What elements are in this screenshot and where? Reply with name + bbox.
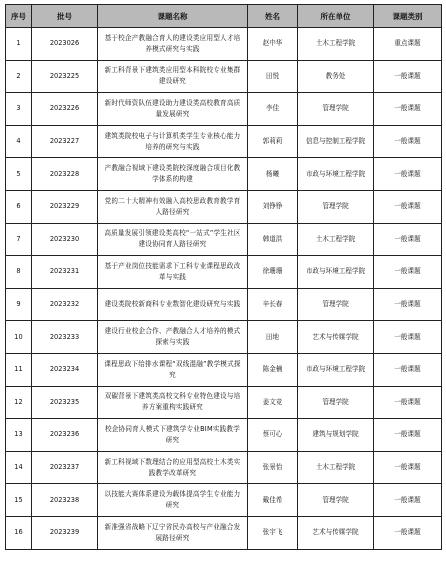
cell-unit: 信息与控制工程学院 [298,125,374,158]
cell-category: 一般课题 [374,516,442,549]
cell-title: 课程思政下给排水课程“双线混融”教学模式探究 [98,353,248,386]
cell-title: 以技能大赛体系建设为载体提高学生专业能力研究 [98,484,248,517]
cell-no: 7 [6,223,32,256]
cell-title: 建设行业校企合作、产教融合人才培养的模式探索与实践 [98,321,248,354]
header-host: 姓名 [248,5,298,28]
cell-id: 2023238 [32,484,98,517]
cell-unit: 市政与环境工程学院 [298,256,374,289]
header-unit: 所在单位 [298,5,374,28]
cell-category: 重点课题 [374,28,442,61]
table-row [6,386,442,419]
cell-host: 刘铮铮 [248,190,298,223]
table-row [6,190,442,223]
cell-host: 李佳 [248,93,298,126]
cell-category: 一般课题 [374,256,442,289]
cell-unit: 教务处 [298,60,374,93]
cell-host: 田地 [248,321,298,354]
cell-host: 田悦 [248,60,298,93]
cell-title: 双碳背景下建筑类高校文科专业特色建设与培养方案重构实践研究 [98,386,248,419]
cell-category: 一般课题 [374,321,442,354]
table-row [6,93,442,126]
cell-id: 2023234 [32,353,98,386]
cell-id: 2023239 [32,516,98,549]
table-row [6,321,442,354]
cell-unit: 土木工程学院 [298,451,374,484]
cell-id: 2023237 [32,451,98,484]
cell-no: 11 [6,353,32,386]
cell-no: 13 [6,419,32,452]
cell-no: 6 [6,190,32,223]
cell-host: 徐珊珊 [248,256,298,289]
table-row [6,288,442,321]
cell-title: 新时代师资队伍建设助力建设类高校教育高质量发展研究 [98,93,248,126]
table-header [6,5,442,28]
cell-category: 一般课题 [374,223,442,256]
cell-title: 党的二十大精神有效融入高校思政教育教学育人路径研究 [98,190,248,223]
table-row [6,60,442,93]
cell-unit: 艺术与传媒学院 [298,321,374,354]
project-list-table [5,4,442,550]
table-row [6,125,442,158]
header-category: 课题类别 [374,5,442,28]
cell-category: 一般课题 [374,125,442,158]
cell-no: 9 [6,288,32,321]
cell-unit: 管理学院 [298,288,374,321]
table-row [6,353,442,386]
cell-unit: 建筑与规划学院 [298,419,374,452]
cell-no: 8 [6,256,32,289]
cell-id: 2023232 [32,288,98,321]
cell-host: 戴佳希 [248,484,298,517]
cell-host: 陈金楠 [248,353,298,386]
cell-no: 10 [6,321,32,354]
cell-host: 姜文竞 [248,386,298,419]
cell-host: 张景怡 [248,451,298,484]
cell-category: 一般课题 [374,419,442,452]
cell-id: 2023227 [32,125,98,158]
cell-unit: 土木工程学院 [298,28,374,61]
cell-title: 校企协同育人模式下建筑学专业BIM实践教学研究 [98,419,248,452]
cell-id: 2023231 [32,256,98,289]
cell-id: 2023236 [32,419,98,452]
cell-title: 建设类院校新商科专业数智化建设研究与实践 [98,288,248,321]
cell-host: 郭莉莉 [248,125,298,158]
cell-unit: 管理学院 [298,386,374,419]
cell-title: 新准强省战略下辽宁省民办高校与产业融合发展路径研究 [98,516,248,549]
cell-title: 产教融合视域下建设类院校深度融合项目化教学体系的构建 [98,158,248,191]
cell-unit: 管理学院 [298,93,374,126]
cell-title: 建筑类院校电子与计算机类学生专业核心能力培养的研究与实践 [98,125,248,158]
cell-no: 2 [6,60,32,93]
cell-id: 2023235 [32,386,98,419]
cell-id: 2023026 [32,28,98,61]
cell-unit: 管理学院 [298,190,374,223]
cell-title: 新工科背景下建筑类应用型本科院校专业集群建设研究 [98,60,248,93]
header-id: 批号 [32,5,98,28]
cell-title: 基于产业岗位技能需求下工科专业课程思政改革与实践 [98,256,248,289]
cell-host: 蔡可心 [248,419,298,452]
header-no: 序号 [6,5,32,28]
table-row [6,451,442,484]
cell-category: 一般课题 [374,353,442,386]
cell-unit: 土木工程学院 [298,223,374,256]
cell-id: 2023230 [32,223,98,256]
cell-category: 一般课题 [374,386,442,419]
cell-host: 杨曦 [248,158,298,191]
cell-no: 15 [6,484,32,517]
table-row [6,484,442,517]
cell-no: 4 [6,125,32,158]
header-title: 课题名称 [98,5,248,28]
cell-category: 一般课题 [374,288,442,321]
cell-no: 3 [6,93,32,126]
table-row [6,256,442,289]
cell-title: 新工科视域下数理结合的应用型高校土木类实践教学改革研究 [98,451,248,484]
cell-no: 1 [6,28,32,61]
cell-no: 16 [6,516,32,549]
table-row [6,419,442,452]
cell-no: 12 [6,386,32,419]
cell-category: 一般课题 [374,484,442,517]
cell-category: 一般课题 [374,158,442,191]
table-body [6,28,442,550]
cell-title: 基于校企产教融合育人的建设类应用型人才培养模式研究与实践 [98,28,248,61]
header-row [6,5,442,28]
cell-id: 2023229 [32,190,98,223]
cell-host: 韩道洪 [248,223,298,256]
table-row [6,158,442,191]
table-row [6,516,442,549]
cell-category: 一般课题 [374,93,442,126]
project-list-table-wrapper [5,4,441,550]
cell-id: 2023226 [32,93,98,126]
cell-unit: 市政与环境工程学院 [298,353,374,386]
cell-host: 张宇飞 [248,516,298,549]
cell-id: 2023225 [32,60,98,93]
cell-no: 14 [6,451,32,484]
table-row [6,28,442,61]
cell-category: 一般课题 [374,190,442,223]
cell-category: 一般课题 [374,60,442,93]
cell-title: 高质量发展引领建设类高校“一站式”学生社区建设协同育人路径研究 [98,223,248,256]
cell-unit: 艺术与传媒学院 [298,516,374,549]
cell-id: 2023233 [32,321,98,354]
cell-unit: 管理学院 [298,484,374,517]
cell-host: 辛长春 [248,288,298,321]
cell-id: 2023228 [32,158,98,191]
cell-unit: 市政与环境工程学院 [298,158,374,191]
cell-category: 一般课题 [374,451,442,484]
cell-no: 5 [6,158,32,191]
table-row [6,223,442,256]
cell-host: 赵中华 [248,28,298,61]
